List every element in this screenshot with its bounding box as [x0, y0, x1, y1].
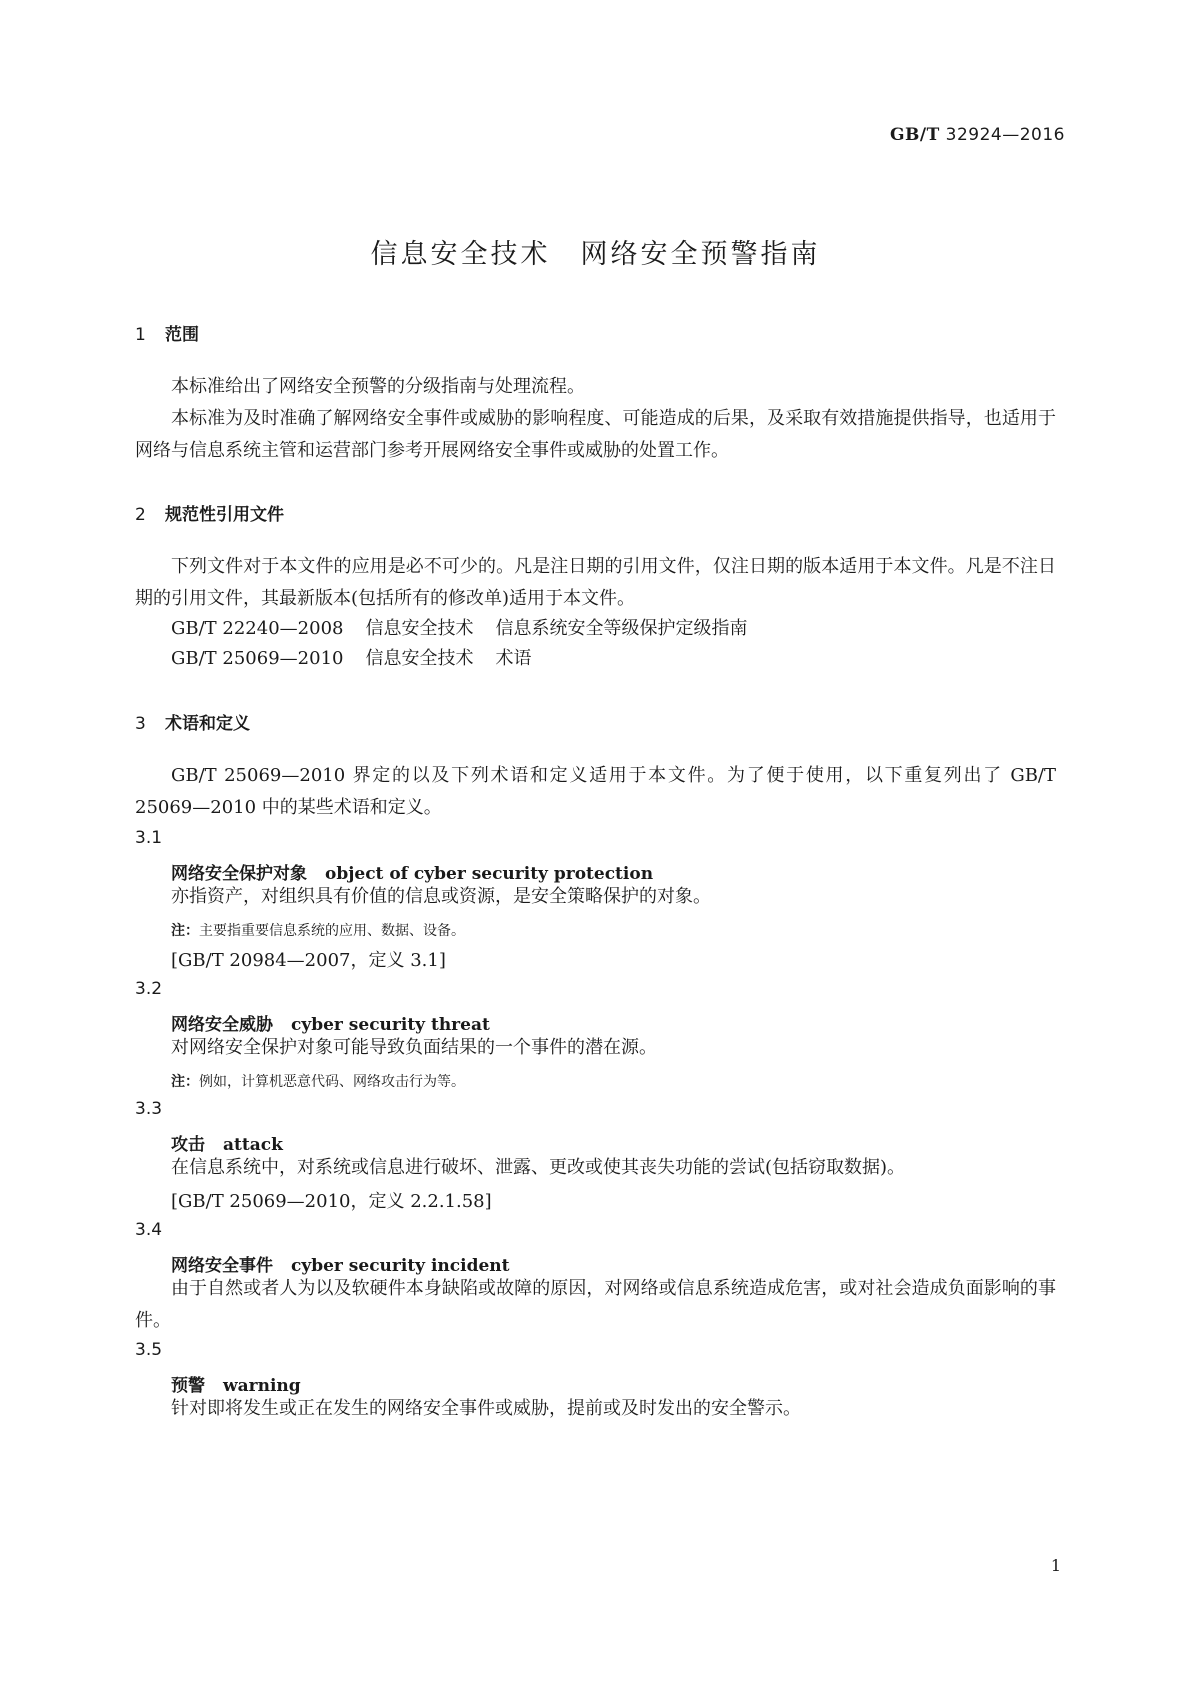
term-zh: 网络安全事件 [171, 1256, 273, 1276]
term-number: 3.2 [135, 979, 163, 999]
term-definition: 针对即将发生或正在发生的网络安全事件或威胁，提前或及时发出的安全警示。 [171, 1398, 801, 1419]
page-number: 1 [1050, 1556, 1061, 1575]
section-title: 范围 [165, 325, 199, 345]
section-number: 2 [135, 505, 146, 525]
section-number: 1 [135, 325, 146, 345]
term-definition: 由于自然或者人为以及软硬件本身缺陷或故障的原因，对网络或信息系统造成危害，或对社会造成负面影响的事件。 [135, 1278, 1056, 1331]
paragraph: 本标准给出了网络安全预警的分级指南与处理流程。 [171, 376, 585, 397]
paragraph: 本标准为及时准确了解网络安全事件或威胁的影响程度、可能造成的后果，及采取有效措施提供指导，也适用于网络与信息系统主管和运营部门参考开展网络安全事件或威胁的处置工作。 [135, 408, 1056, 461]
note-label: 注： [171, 1074, 199, 1090]
reference-entry [171, 643, 531, 675]
term-zh: 预警 [171, 1376, 205, 1396]
document-title: 信息安全技术 网络安全预警指南 [370, 239, 821, 270]
reference-entry [171, 613, 747, 645]
term-en: warning [223, 1376, 301, 1396]
term-zh: 攻击 [171, 1135, 205, 1155]
term-en: cyber security incident [291, 1256, 510, 1276]
term-note [171, 920, 465, 940]
term-en: cyber security threat [291, 1015, 490, 1035]
reference-title-a: 信息安全技术 [365, 648, 474, 669]
reference-code: GB/T 22240—2008 [171, 618, 344, 639]
term-source: [GB/T 20984—2007，定义 3.1] [171, 950, 446, 971]
term-zh: 网络安全威胁 [171, 1015, 273, 1035]
section-heading-1 [135, 320, 199, 345]
term-number: 3.5 [135, 1340, 163, 1360]
section-title: 规范性引用文件 [165, 505, 284, 525]
note-text: 主要指重要信息系统的应用、数据、设备。 [199, 923, 465, 939]
paragraph: GB/T 25069—2010 界定的以及下列术语和定义适用于本文件。为了便于使用，以下重复列出了 GB/T 25069—2010 中的某些术语和定义。 [135, 765, 1056, 818]
term-number: 3.3 [135, 1099, 163, 1119]
term-source: [GB/T 25069—2010，定义 2.2.1.58] [171, 1191, 492, 1212]
note-label: 注： [171, 923, 199, 939]
term-definition: 对网络安全保护对象可能导致负面结果的一个事件的潜在源。 [171, 1037, 657, 1058]
section-heading-3 [135, 709, 250, 734]
section-number: 3 [135, 714, 146, 734]
section-heading-2 [135, 500, 284, 525]
term-note [171, 1071, 465, 1091]
term-zh: 网络安全保护对象 [171, 864, 307, 884]
term-definition: 在信息系统中，对系统或信息进行破坏、泄露、更改或使其丧失功能的尝试(包括窃取数据)。 [171, 1157, 906, 1178]
term-definition: 亦指资产，对组织具有价值的信息或资源，是安全策略保护的对象。 [171, 886, 711, 907]
note-text: 例如，计算机恶意代码、网络攻击行为等。 [199, 1074, 465, 1090]
reference-code: GB/T 25069—2010 [171, 648, 344, 669]
section-title: 术语和定义 [165, 714, 250, 734]
term-number: 3.1 [135, 828, 163, 848]
reference-title-b: 术语 [495, 648, 532, 669]
standard-number: 32924—2016 [945, 125, 1065, 145]
paragraph: 下列文件对于本文件的应用是必不可少的。凡是注日期的引用文件，仅注日期的版本适用于本文件。凡是不注日期的引用文件，其最新版本(包括所有的修改单)适用于本文件。 [135, 556, 1056, 609]
reference-title-b: 信息系统安全等级保护定级指南 [495, 618, 748, 639]
standard-prefix: GB/T [890, 125, 940, 145]
term-number: 3.4 [135, 1220, 163, 1240]
term-en: object of cyber security protection [325, 864, 654, 884]
term-en: attack [223, 1135, 283, 1155]
reference-title-a: 信息安全技术 [365, 618, 474, 639]
standard-code [890, 125, 1065, 145]
